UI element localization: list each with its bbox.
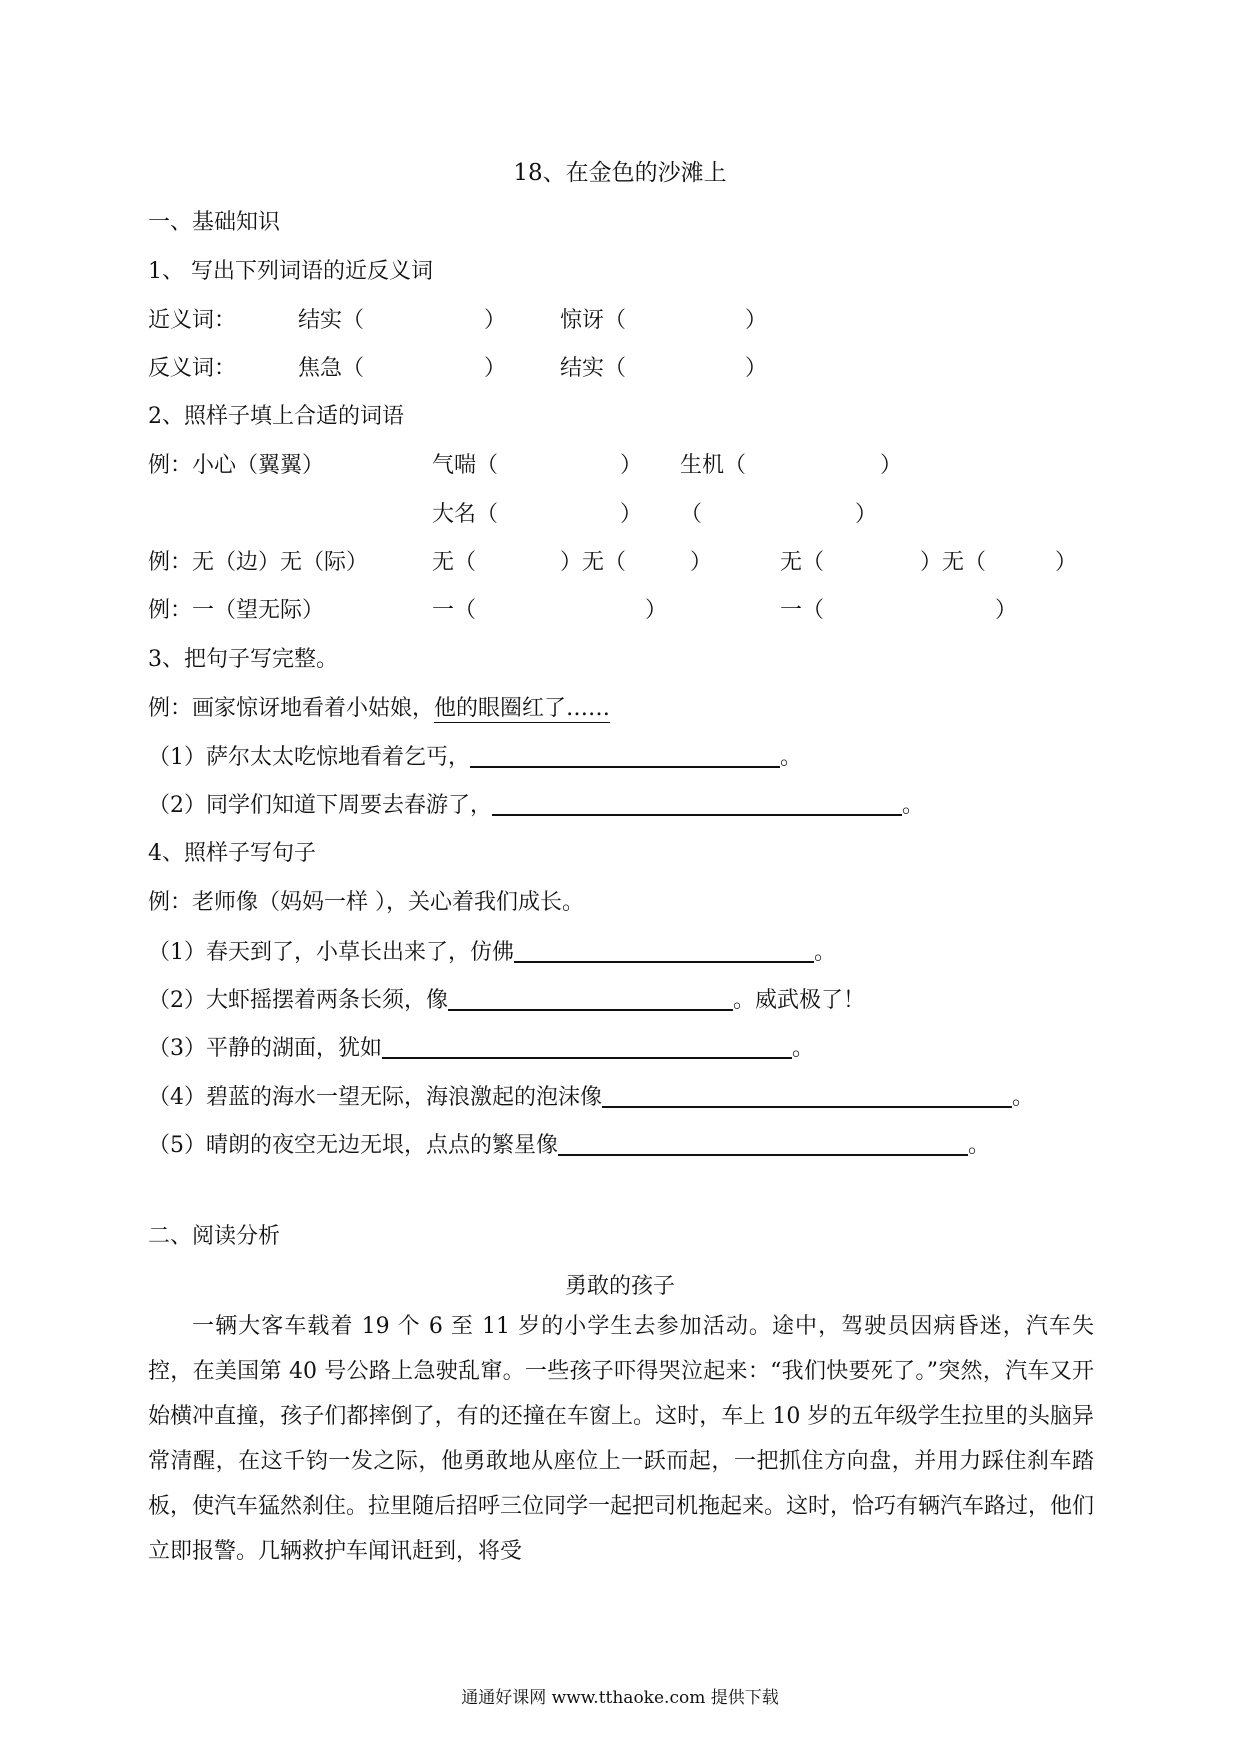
q1-synonym-item-2: 惊讶（ bbox=[560, 308, 627, 333]
answer-line[interactable] bbox=[470, 742, 780, 768]
q4-item-5 bbox=[148, 1130, 990, 1160]
q3-item-1 bbox=[148, 742, 802, 772]
q1-synonym-item-1: 结实（ bbox=[298, 308, 365, 333]
q3-example-prefix: 例：画家惊讶地看着小姑娘， bbox=[148, 696, 435, 721]
answer-line[interactable] bbox=[382, 1033, 792, 1059]
q3-item-1-end: 。 bbox=[780, 745, 803, 770]
q2-close-paren: ） bbox=[620, 502, 643, 527]
q2-blank-f1: 无（ bbox=[780, 550, 825, 575]
q4-item-2 bbox=[148, 985, 865, 1015]
q2-blank-g: 一（ bbox=[432, 598, 477, 623]
q2-blank-h: 一（ bbox=[780, 598, 825, 623]
answer-line[interactable] bbox=[558, 1130, 968, 1156]
q2-close-paren: ） bbox=[620, 453, 643, 478]
q2-heading: 2、照样子填上合适的词语 bbox=[148, 404, 404, 429]
q1-synonym-label: 近义词： bbox=[148, 308, 237, 333]
q4-example: 例：老师像（妈妈一样 ），关心着我们成长。 bbox=[148, 890, 584, 915]
q3-item-2-text: （2）同学们知道下周要去春游了， bbox=[148, 793, 492, 818]
q4-item-3-end: 。 bbox=[792, 1036, 815, 1061]
q2-close-paren: ） bbox=[1055, 550, 1078, 575]
section-heading-basics: 一、基础知识 bbox=[148, 210, 281, 235]
q4-item-1-end: 。 bbox=[814, 940, 837, 965]
q2-example-2: 例：无（边）无（际） bbox=[148, 550, 369, 575]
q3-example-underlined: 他的眼圈红了…… bbox=[434, 696, 611, 721]
q1-close-paren: ） bbox=[745, 308, 768, 333]
q1-close-paren: ） bbox=[484, 356, 507, 381]
q4-item-4-end: 。 bbox=[1012, 1085, 1035, 1110]
q1-close-paren: ） bbox=[745, 356, 768, 381]
q2-close-paren: ） bbox=[690, 550, 713, 575]
q4-item-3-text: （3）平静的湖面，犹如 bbox=[148, 1036, 382, 1061]
q2-blank-e2: ）无（ bbox=[560, 550, 627, 575]
q1-antonym-item-1: 焦急（ bbox=[298, 356, 365, 381]
answer-line[interactable] bbox=[514, 937, 814, 963]
q2-close-paren: ） bbox=[995, 598, 1018, 623]
q4-item-5-end: 。 bbox=[968, 1133, 991, 1158]
section-heading-reading: 二、阅读分析 bbox=[148, 1224, 281, 1249]
q3-item-2 bbox=[148, 790, 924, 820]
q1-close-paren: ） bbox=[484, 308, 507, 333]
q3-item-1-text: （1）萨尔太太吃惊地看着乞丐， bbox=[148, 745, 470, 770]
q4-item-1-text: （1）春天到了，小草长出来了，仿佛 bbox=[148, 940, 514, 965]
q4-item-4-text: （4）碧蓝的海水一望无际，海浪激起的泡沫像 bbox=[148, 1085, 602, 1110]
story-paragraph: 一辆大客车载着 19 个 6 至 11 岁的小学生去参加活动。途中，驾驶员因病昏迷，汽车失控，在美国第 40 号公路上急驶乱窜。一些孩子吓得哭泣起来：“我们快要死了。”突然，汽车又开始横冲直撞，孩子们都摔倒了，有的还撞在车窗上。这时，车上 10 岁的五年级学生拉里的头脑异常清醒，在这千钧一发之际，他勇敢地从座位上一跃而起，一把抓住方向盘，并用力踩住刹车踏板，使汽车猛然刹住。拉里随后招呼三位同学一起把司机拖起来。这时，恰巧有辆汽车路过，他们立即报警。几辆救护车闻讯赶到，将受 bbox=[148, 1314, 1095, 1564]
q4-item-2-text: （2）大虾摇摆着两条长须，像 bbox=[148, 988, 448, 1013]
q4-item-4 bbox=[148, 1082, 1034, 1112]
answer-line[interactable] bbox=[492, 790, 902, 816]
q2-blank-b: 生机（ bbox=[680, 453, 747, 478]
q3-example bbox=[148, 694, 610, 724]
q2-example-1: 例：小心（翼翼） bbox=[148, 453, 325, 478]
q3-item-2-end: 。 bbox=[902, 793, 925, 818]
answer-line[interactable] bbox=[448, 985, 733, 1011]
q2-blank-e1: 无（ bbox=[432, 550, 477, 575]
answer-line[interactable] bbox=[602, 1082, 1012, 1108]
q2-blank-d: （ bbox=[680, 502, 703, 527]
q1-antonym-label: 反义词： bbox=[148, 356, 237, 381]
q2-blank-a: 气喘（ bbox=[432, 453, 499, 478]
q4-item-1 bbox=[148, 937, 836, 967]
q2-example-3: 例：一（望无际） bbox=[148, 598, 325, 623]
q4-heading: 4、照样子写句子 bbox=[148, 841, 316, 866]
page-footer: 通通好课网 www.tthaoke.com 提供下载 bbox=[461, 1688, 779, 1708]
page-title: 18、在金色的沙滩上 bbox=[513, 160, 727, 186]
q4-item-5-text: （5）晴朗的夜空无边无垠，点点的繁星像 bbox=[148, 1133, 558, 1158]
q1-antonym-item-2: 结实（ bbox=[560, 356, 627, 381]
q1-heading: 1、 写出下列词语的近反义词 bbox=[148, 259, 433, 284]
q2-close-paren: ） bbox=[880, 453, 903, 478]
q2-blank-c: 大名（ bbox=[432, 502, 499, 527]
q2-close-paren: ） bbox=[645, 598, 668, 623]
q2-close-paren: ） bbox=[855, 502, 878, 527]
story-title: 勇敢的孩子 bbox=[564, 1274, 675, 1299]
q2-blank-f2: ）无（ bbox=[920, 550, 987, 575]
q4-item-2-end: 。威武极了！ bbox=[733, 988, 866, 1013]
q4-item-3 bbox=[148, 1033, 814, 1063]
q3-heading: 3、把句子写完整。 bbox=[148, 647, 338, 672]
